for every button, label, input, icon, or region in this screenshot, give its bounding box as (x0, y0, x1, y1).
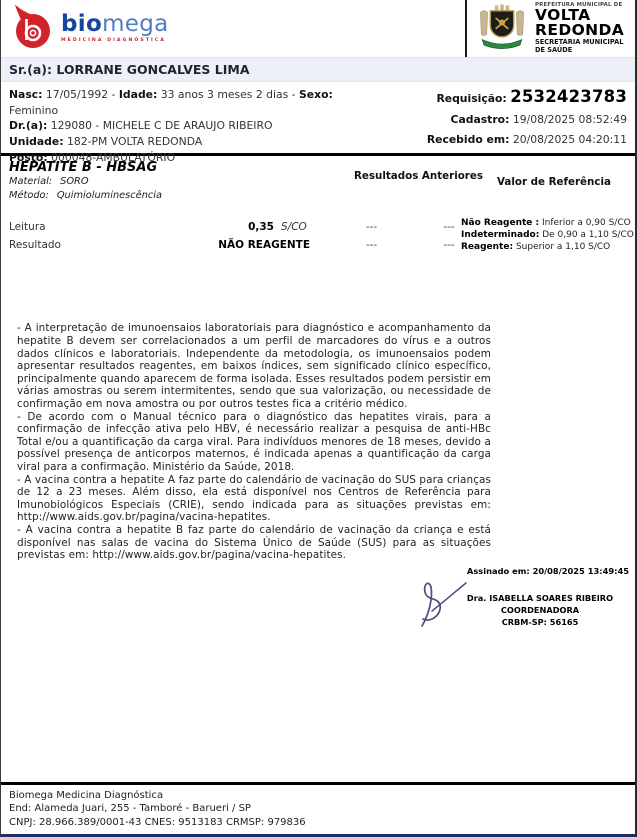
leitura-value: 0,35 (248, 221, 274, 234)
previous-result-2: --- (443, 221, 455, 234)
biomega-droplet-icon (10, 4, 52, 54)
patient-station-line: Posto: 000048-AMBULATÓRIO (9, 150, 176, 164)
city-crest-icon (475, 3, 529, 55)
report-footer (1, 782, 635, 835)
note-paragraph: - A vacina contra a hepatite B faz parte do calendário de vacinação da criança e está disponível nas salas de vacina do Sistema Único de Saúde (SUS) para as situações previstas em: http://www.aids.gov.br/pagina/vacina-hepatites. (17, 523, 491, 562)
requisition-line: Requisição: 2532423783 (436, 87, 627, 106)
city-name-line1: VOLTA (535, 5, 591, 24)
secretary-line: SECRETARIA MUNICIPAL DE SAÚDE (535, 38, 624, 54)
resultado-value: NÃO REAGENTE (218, 239, 310, 252)
exam-body (9, 218, 635, 318)
reference-reagente: Reagente: Superior a 1,10 S/CO (461, 241, 611, 252)
signer-name: Dra. ISABELLA SOARES RIBEIRO (466, 592, 614, 603)
reference-values (461, 218, 637, 253)
footer-registration: CNPJ: 28.966.389/0001-43 CNES: 9513183 CRMSP: 979836 (9, 816, 306, 828)
municipality-block (465, 0, 635, 57)
result-row-resultado: Resultado NÃO REAGENTE --- --- (9, 236, 635, 254)
register-line: Cadastro: 19/08/2025 08:52:49 (450, 113, 627, 126)
footer-company: Biomega Medicina Diagnóstica (9, 789, 164, 801)
logo-word-bold: bio (61, 11, 103, 38)
note-paragraph: - A vacina contra a hepatite A faz parte do calendário de vacinação do SUS para crianças de 12 a 23 meses. Além disso, ela está disponível nos Centros de Referência para Imunobiológicos Especiais (CRIE), sendo indicada para as situações previstas em: http://www.aids.gov.br/pagina/vacina-hepatites. (17, 473, 491, 524)
leitura-unit: S/CO (281, 221, 307, 234)
note-paragraph: - A interpretação de imunoensaios laboratoriais para diagnóstico e acompanhamento da hepatite B devem ser correlacionados a um perfil de marcadores do vírus e a outros dados clínicos e laboratoriais. Independente da metodologia, os imunoensaios podem apresentar resultados reagentes, em baixos índices, sem significado clínico específico, principalmente quando aparecem de forma isolada. Esses resultados podem persistir em várias amostras ou serem intermitentes, sendo que sua valorização, ou necessidade de confirmação em nova amostra ou por outros testes fica a critério médico. (17, 322, 491, 410)
previous-result-2: --- (443, 239, 455, 252)
interpretation-notes (17, 322, 491, 561)
note-paragraph: - De acordo com o Manual técnico para o diagnóstico das hepatites virais, para a confirmação de infecção ativa pelo HBV, é necessário realizar a pesquisa de anti-HBc Total e/ou a quantificação da carga viral. Para indivíduos menores de 18 meses, devido a possível presença de anticorpos maternos, é indicada apenas a quantificação da carga viral para a confirmação. Ministério da Saúde, 2018. (17, 410, 491, 473)
requisition-number: 2532423783 (510, 87, 627, 106)
previous-result-1: --- (365, 221, 378, 234)
reference-value-header: Valor de Referência (497, 176, 611, 188)
signer-role: COORDENADORA (500, 604, 580, 615)
signer-block (455, 592, 625, 629)
patient-info (9, 87, 363, 164)
reference-indeterminado: Indeterminado: De 0,90 a 1,10 S/CO (461, 230, 634, 241)
reference-nao-reagente: Não Reagente : Inferior a 0,90 S/CO (461, 218, 631, 229)
prefeitura-line: PREFEITURA MUNICIPAL DE (535, 1, 623, 8)
exam-section (1, 156, 635, 676)
report-header (1, 0, 635, 57)
logo-subtitle: MEDICINA DIAGNÓSTICA (61, 38, 166, 44)
patient-name-band (1, 57, 635, 82)
exam-method-line: Método: Quimioluminescência (9, 189, 163, 201)
city-name-line2: REDONDA (535, 20, 625, 39)
patient-unit-line: Unidade: 182-PM VOLTA REDONDA (9, 134, 203, 148)
exam-material-line: Material: SORO (9, 176, 89, 187)
patient-doctor-line: Dr.(a): 129080 - MICHELE C DE ARAUJO RIBEIRO (9, 119, 273, 133)
result-row-leitura: Leitura 0,35 S/CO --- --- (9, 218, 635, 236)
biomega-wordmark (61, 13, 169, 44)
exam-title: HEPATITE B - HBSAG (9, 160, 158, 175)
signed-at-line: Assinado em: 20/08/2025 13:49:45 (466, 565, 629, 576)
request-info (363, 87, 627, 150)
info-section (1, 82, 635, 164)
biomega-logo (1, 0, 169, 57)
logo-word-light: mega (102, 11, 169, 38)
signer-registry: CRBM-SP: 56165 (501, 617, 579, 628)
patient-name: LORRANE GONCALVES LIMA (56, 62, 250, 77)
received-line: Recebido em: 20/08/2025 04:20:11 (426, 133, 627, 146)
patient-name-label: Sr.(a): (9, 62, 52, 77)
footer-address: End: Alameda Juari, 255 - Tamboré - Barueri / SP (9, 803, 251, 814)
patient-birth-line: Nasc: 17/05/1992 - Idade: 33 anos 3 meses 2 dias - Sexo: Feminino (9, 88, 333, 117)
signature-area (9, 566, 635, 676)
municipality-text (535, 3, 624, 55)
previous-results-header: Resultados Anteriores (353, 170, 483, 182)
previous-result-1: --- (365, 239, 378, 252)
